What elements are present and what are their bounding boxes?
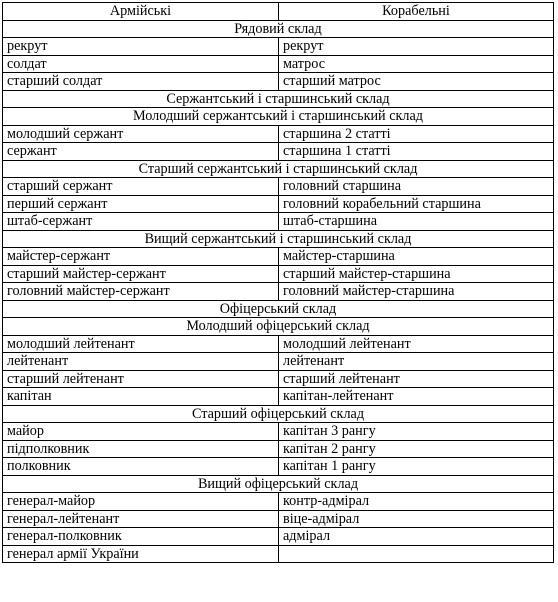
group-heading: Вищий офіцерський склад	[3, 475, 554, 493]
army-rank-cell: генерал армії України	[3, 545, 279, 563]
army-rank-cell: підполковник	[3, 440, 279, 458]
navy-rank-cell: контр-адмірал	[279, 493, 554, 511]
army-rank-cell: генерал-майор	[3, 493, 279, 511]
table-row	[3, 353, 554, 371]
group-heading: Старший сержантський і старшинський склад	[3, 160, 554, 178]
table-row	[3, 73, 554, 91]
group-heading-row	[3, 160, 554, 178]
header-navy: Корабельні	[279, 3, 554, 21]
navy-rank-cell: старшина 2 статті	[279, 125, 554, 143]
group-heading: Рядовий склад	[3, 20, 554, 38]
table-row	[3, 440, 554, 458]
navy-rank-cell: капітан 1 рангу	[279, 458, 554, 476]
navy-rank-cell: головний корабельний старшина	[279, 195, 554, 213]
group-heading-row	[3, 300, 554, 318]
army-rank-cell: молодший лейтенант	[3, 335, 279, 353]
ranks-table	[2, 2, 554, 563]
group-heading: Офіцерський склад	[3, 300, 554, 318]
group-heading-row	[3, 475, 554, 493]
navy-rank-cell: молодший лейтенант	[279, 335, 554, 353]
table-row	[3, 528, 554, 546]
navy-rank-cell: старший лейтенант	[279, 370, 554, 388]
table-row	[3, 125, 554, 143]
group-heading: Вищий сержантський і старшинський склад	[3, 230, 554, 248]
navy-rank-cell: капітан 2 рангу	[279, 440, 554, 458]
navy-rank-cell: головний майстер-старшина	[279, 283, 554, 301]
navy-rank-cell: лейтенант	[279, 353, 554, 371]
army-rank-cell: старший сержант	[3, 178, 279, 196]
navy-rank-cell: старший майстер-старшина	[279, 265, 554, 283]
table-body	[3, 20, 554, 563]
table-row	[3, 458, 554, 476]
navy-rank-cell: старший матрос	[279, 73, 554, 91]
header-army: Армійські	[3, 3, 279, 21]
table-row	[3, 423, 554, 441]
navy-rank-cell	[279, 545, 554, 563]
group-heading: Старший офіцерський склад	[3, 405, 554, 423]
group-heading-row	[3, 405, 554, 423]
group-heading: Сержантський і старшинський склад	[3, 90, 554, 108]
group-heading: Молодший сержантський і старшинський склад	[3, 108, 554, 126]
army-rank-cell: полковник	[3, 458, 279, 476]
group-heading-row	[3, 318, 554, 336]
army-rank-cell: штаб-сержант	[3, 213, 279, 231]
navy-rank-cell: матрос	[279, 55, 554, 73]
navy-rank-cell: капітан 3 рангу	[279, 423, 554, 441]
navy-rank-cell: майстер-старшина	[279, 248, 554, 266]
table-row	[3, 335, 554, 353]
army-rank-cell: майор	[3, 423, 279, 441]
army-rank-cell: рекрут	[3, 38, 279, 56]
navy-rank-cell: капітан-лейтенант	[279, 388, 554, 406]
table-row	[3, 143, 554, 161]
table-row	[3, 283, 554, 301]
navy-rank-cell: штаб-старшина	[279, 213, 554, 231]
army-rank-cell: капітан	[3, 388, 279, 406]
table-row	[3, 38, 554, 56]
group-heading-row	[3, 90, 554, 108]
army-rank-cell: сержант	[3, 143, 279, 161]
table-row	[3, 213, 554, 231]
table-row	[3, 510, 554, 528]
army-rank-cell: перший сержант	[3, 195, 279, 213]
table-row	[3, 388, 554, 406]
table-row	[3, 265, 554, 283]
table-row	[3, 493, 554, 511]
army-rank-cell: старший солдат	[3, 73, 279, 91]
army-rank-cell: генерал-лейтенант	[3, 510, 279, 528]
group-heading-row	[3, 20, 554, 38]
navy-rank-cell: головний старшина	[279, 178, 554, 196]
navy-rank-cell: старшина 1 статті	[279, 143, 554, 161]
table-row	[3, 178, 554, 196]
army-rank-cell: молодший сержант	[3, 125, 279, 143]
army-rank-cell: солдат	[3, 55, 279, 73]
army-rank-cell: старший майстер-сержант	[3, 265, 279, 283]
group-heading-row	[3, 108, 554, 126]
table-row	[3, 370, 554, 388]
group-heading: Молодший офіцерський склад	[3, 318, 554, 336]
group-heading-row	[3, 230, 554, 248]
table-row	[3, 545, 554, 563]
army-rank-cell: головний майстер-сержант	[3, 283, 279, 301]
navy-rank-cell: рекрут	[279, 38, 554, 56]
header-row	[3, 3, 554, 21]
army-rank-cell: майстер-сержант	[3, 248, 279, 266]
army-rank-cell: генерал-полковник	[3, 528, 279, 546]
table-row	[3, 55, 554, 73]
army-rank-cell: старший лейтенант	[3, 370, 279, 388]
army-rank-cell: лейтенант	[3, 353, 279, 371]
navy-rank-cell: адмірал	[279, 528, 554, 546]
table-row	[3, 195, 554, 213]
navy-rank-cell: віце-адмірал	[279, 510, 554, 528]
table-row	[3, 248, 554, 266]
table-header	[3, 3, 554, 21]
